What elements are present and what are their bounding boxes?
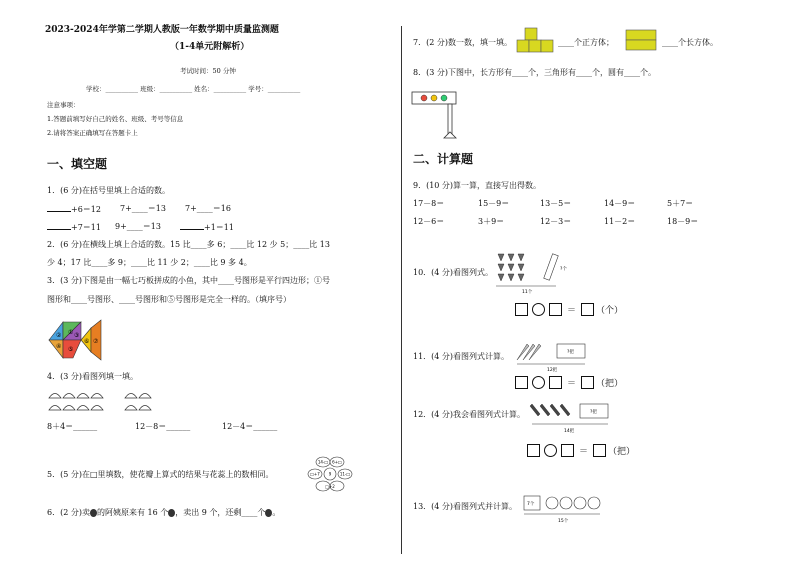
- q12-equation: ＝ （把）: [525, 444, 635, 457]
- answer-box[interactable]: [549, 376, 562, 389]
- umbrella-icon: [517, 344, 541, 360]
- brushes-figure: [528, 396, 612, 434]
- q10-question-label: ?个: [560, 267, 567, 272]
- answer-box[interactable]: [515, 303, 528, 316]
- q9-r1-2: 15－9＝: [478, 199, 510, 208]
- answer-box[interactable]: [581, 303, 594, 316]
- page-subtitle: （1-4单元附解析）: [170, 42, 250, 52]
- q4-eq-2: 12－8＝______: [135, 422, 191, 431]
- petal-label: □+2: [325, 484, 335, 489]
- tangram-label: ③: [74, 332, 80, 339]
- q9-r1-4: 14－9＝: [604, 199, 636, 208]
- q5-stem: 5．(5 分)在□里填数，使花瓣上算式的结果与花蕊上的数相同。: [47, 470, 274, 479]
- column-divider: [401, 26, 402, 554]
- tangram-label: ⑦: [93, 338, 99, 345]
- tangram-label: ④: [56, 343, 62, 350]
- q2-line2: 少 4；17 比____多 9；____比 11 少 2；____比 9 多 4。: [47, 258, 252, 267]
- cuboids-figure: [622, 26, 662, 54]
- hats-figure: [47, 388, 167, 412]
- page-title: 2023-2024年学第二学期人教版一年数学期中质量监测题: [45, 25, 279, 35]
- petal-label: □+7: [310, 471, 320, 477]
- q9-r1-3: 13－5＝: [540, 199, 572, 208]
- q2-line1: 2．(6 分)在横线上填上合适的数。15 比____多 6；____比 12 少 5；____比 13: [47, 240, 330, 249]
- shuttlecock-icon: [498, 254, 524, 261]
- q4-eq-3: 12－4＝______: [222, 422, 278, 431]
- q1-row1-b: 7+____＝13: [120, 204, 166, 213]
- tangram-label: ①: [68, 329, 74, 336]
- answer-blank[interactable]: [47, 204, 71, 212]
- q13-stem: 13．(4 分)看图列式并计算。: [413, 502, 518, 511]
- tangram-label: ②: [56, 332, 62, 339]
- cuboid-shape: [626, 30, 656, 40]
- q3-line2: 图形和____号图形、____号图形和⑤号图形是完全一样的。（填序号）: [47, 295, 291, 304]
- answer-box[interactable]: [581, 376, 594, 389]
- notice-title: 注意事项：: [47, 101, 80, 109]
- exam-time: 考试时间：50 分钟: [180, 67, 236, 75]
- q1-stem: 1．(6 分)在括号里填上合适的数。: [47, 186, 170, 195]
- answer-blank[interactable]: [47, 222, 71, 230]
- q9-r2-5: 18－9＝: [667, 217, 699, 226]
- q13-figure: [522, 488, 602, 524]
- operator-circle[interactable]: [532, 376, 545, 389]
- hat-icon: [125, 406, 151, 411]
- q3-line1: 3．(3 分)下图是由一幅七巧板拼成的小鱼，其中____号图形是平行四边形；①号: [47, 276, 330, 285]
- notice-item-1: 1.答题前填写好自己的姓名、班级、考号等信息: [47, 115, 184, 123]
- light-pole: [448, 104, 452, 134]
- ball-icon: [546, 497, 558, 509]
- shuttlecock-icon: [498, 264, 524, 271]
- balloon-icon: [90, 509, 97, 517]
- section-heading-fill: 一、填空题: [47, 157, 108, 171]
- q13-box-label: 7个: [527, 502, 535, 507]
- notice-item-2: 2.请将答案正确填写在答题卡上: [47, 129, 138, 137]
- answer-box[interactable]: [549, 303, 562, 316]
- tangram-label: ⑤: [68, 346, 74, 353]
- q11-box-label: ?把: [567, 350, 574, 355]
- tangram-label: ⑥: [84, 338, 90, 345]
- q12-caption: 14把: [564, 429, 575, 434]
- answer-box[interactable]: [561, 444, 574, 457]
- answer-box[interactable]: [593, 444, 606, 457]
- q4-stem: 4．(3 分)看图列填一填。: [47, 372, 138, 381]
- q9-r1-1: 17－8＝: [413, 199, 445, 208]
- q1-row1-c: 7+____＝16: [185, 204, 231, 213]
- student-info-line: 学校：__________ 班级：__________ 姓名：__________ 学号：__________: [86, 85, 301, 93]
- brush-icon: [530, 404, 570, 416]
- ball-icon: [560, 497, 572, 509]
- q10-equation: ＝ （个）: [513, 303, 623, 316]
- operator-circle[interactable]: [532, 303, 545, 316]
- tangram-fish-figure: [47, 318, 103, 362]
- q1-row2-b: 9+____＝13: [115, 222, 161, 231]
- q10-stem: 10．(4 分)看图列式。: [413, 268, 494, 277]
- green-light-icon: [441, 95, 447, 101]
- hat-group-right: [125, 394, 151, 411]
- q10-caption: 11个: [522, 290, 533, 294]
- q8-stem: 8．(3 分)下图中，长方形有____个，三角形有____个，圆有____个。: [413, 68, 656, 77]
- answer-blank[interactable]: [180, 222, 204, 230]
- cuboid-shape: [626, 40, 656, 50]
- ball-icon: [588, 497, 600, 509]
- pole-base: [444, 132, 456, 138]
- hat-icon: [49, 394, 103, 399]
- operator-circle[interactable]: [544, 444, 557, 457]
- hat-group-left: [49, 394, 103, 411]
- q9-r2-2: 3＋9＝: [478, 217, 505, 226]
- yellow-light-icon: [431, 95, 437, 101]
- q12-stem: 12．(4 分)我会看图列式计算。: [413, 410, 526, 419]
- umbrella-figure: [513, 338, 593, 372]
- hat-icon: [125, 394, 151, 399]
- q11-stem: 11．(4 分)看图列式计算。: [413, 352, 510, 361]
- q11-equation: ＝ （把）: [513, 376, 623, 389]
- q7-answer-b: ____个长方体。: [662, 38, 718, 47]
- answer-box[interactable]: [515, 376, 528, 389]
- q9-r2-4: 11－2＝: [604, 217, 636, 226]
- q9-r2-3: 12－3＝: [540, 217, 572, 226]
- cubes-figure: [513, 24, 557, 58]
- q11-caption: 12把: [547, 368, 558, 372]
- shuttlecock-icon: [498, 274, 524, 281]
- section-heading-calc: 二、计算题: [413, 152, 474, 166]
- answer-box[interactable]: [527, 444, 540, 457]
- shuttlecock-tube: [544, 254, 559, 280]
- shuttlecock-figure: [492, 248, 582, 294]
- ball-icon: [574, 497, 586, 509]
- q7-stem: 7．(2 分)数一数，填一填。: [413, 38, 512, 47]
- petal-label: 14-□: [317, 459, 329, 465]
- petal-label: 6+□: [332, 459, 342, 465]
- center-label: 9: [328, 471, 332, 477]
- cube-shape: [529, 40, 541, 52]
- q4-eq-1: 8＋4＝______: [47, 422, 98, 431]
- red-light-icon: [421, 95, 427, 101]
- q1-row1-a: +6＝12: [47, 204, 101, 215]
- q12-box-label: ?把: [590, 410, 597, 415]
- q9-stem: 9．(10 分)算一算，直接写出得数。: [413, 181, 542, 190]
- q1-row2-c: +1＝11: [180, 222, 234, 233]
- petal-label: 11-□: [339, 471, 351, 477]
- q1-row2-a: +7＝11: [47, 222, 101, 233]
- q7-answer-a: ____个正方体；: [558, 38, 614, 47]
- hat-icon: [49, 406, 103, 411]
- q6-text: 6．(2 分)卖 的阿姨原来有 16 个 ，卖出 9 个，还剩____个 。: [47, 508, 281, 517]
- q9-r1-5: 5＋7＝: [667, 199, 694, 208]
- cube-shape: [525, 28, 537, 40]
- flower-figure: [306, 454, 354, 494]
- traffic-light-figure: [410, 88, 460, 140]
- q9-r2-1: 12－6＝: [413, 217, 445, 226]
- cube-shape: [517, 40, 529, 52]
- cube-shape: [541, 40, 553, 52]
- q13-caption: 15个: [558, 519, 569, 524]
